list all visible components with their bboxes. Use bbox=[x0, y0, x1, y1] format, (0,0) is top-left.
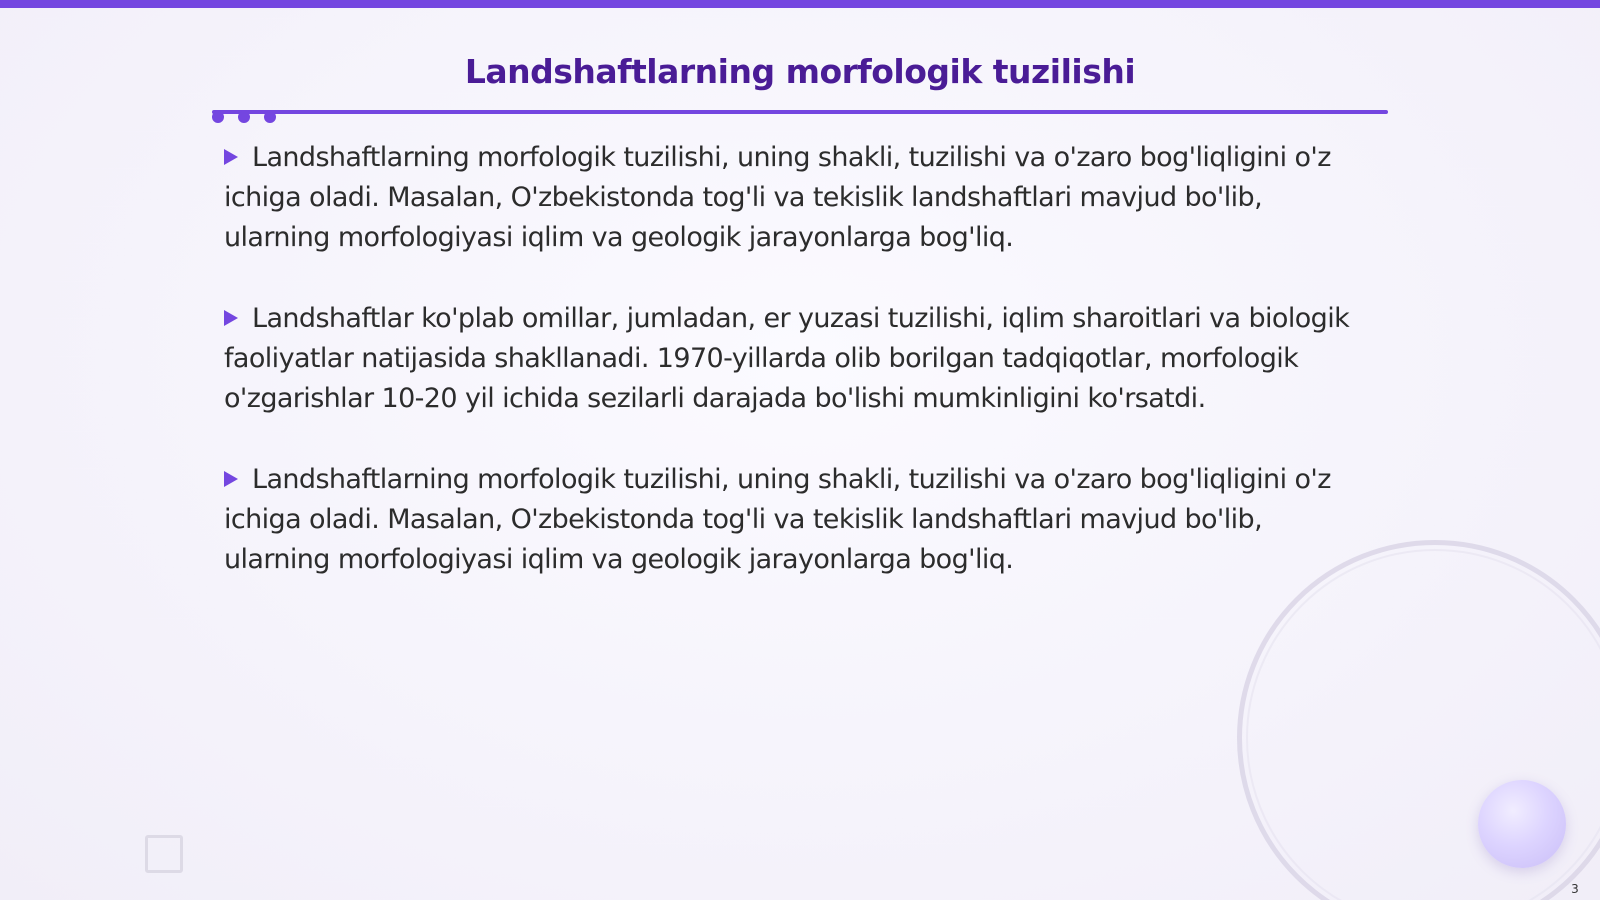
page-number: 3 bbox=[1571, 882, 1579, 896]
slide-body bbox=[224, 138, 1364, 621]
underline-dot-3 bbox=[264, 111, 276, 123]
paragraph-text: Landshaftlar ko'plab omillar, jumladan, er yuzasi tuzilishi, iqlim sharoitlari va biologik faoliyatlar natijasida shakllanadi. 1970-yillarda olib borilgan tadqiqotlar, morfologik o'zgarishlar 10-20 yil ichida sezilarli darajada bo'lishi mumkinligini ko'rsatdi. bbox=[224, 303, 1350, 414]
top-accent-bar bbox=[0, 0, 1600, 8]
title-underline bbox=[212, 110, 1388, 114]
decorative-square bbox=[145, 835, 183, 873]
bullet-paragraph-3 bbox=[224, 460, 1364, 580]
triangle-right-icon bbox=[224, 149, 238, 165]
bullet-paragraph-2 bbox=[224, 299, 1364, 419]
underline-dot-1 bbox=[212, 111, 224, 123]
slide-title: Landshaftlarning morfologik tuzilishi bbox=[464, 52, 1136, 91]
triangle-right-icon bbox=[224, 471, 238, 487]
underline-dot-2 bbox=[238, 111, 250, 123]
paragraph-text: Landshaftlarning morfologik tuzilishi, uning shakli, tuzilishi va o'zaro bog'liqligini o'z ichiga oladi. Masalan, O'zbekistonda tog'li va tekislik landshaftlari mavjud bo'lib, ularning morfologiyasi iqlim va geologik jarayonlarga bog'liq. bbox=[224, 142, 1331, 253]
decorative-orb bbox=[1478, 780, 1566, 868]
bullet-paragraph-1 bbox=[224, 138, 1364, 258]
triangle-right-icon bbox=[224, 310, 238, 326]
paragraph-text: Landshaftlarning morfologik tuzilishi, uning shakli, tuzilishi va o'zaro bog'liqligini o'z ichiga oladi. Masalan, O'zbekistonda tog'li va tekislik landshaftlari mavjud bo'lib, ularning morfologiyasi iqlim va geologik jarayonlarga bog'liq. bbox=[224, 464, 1331, 575]
